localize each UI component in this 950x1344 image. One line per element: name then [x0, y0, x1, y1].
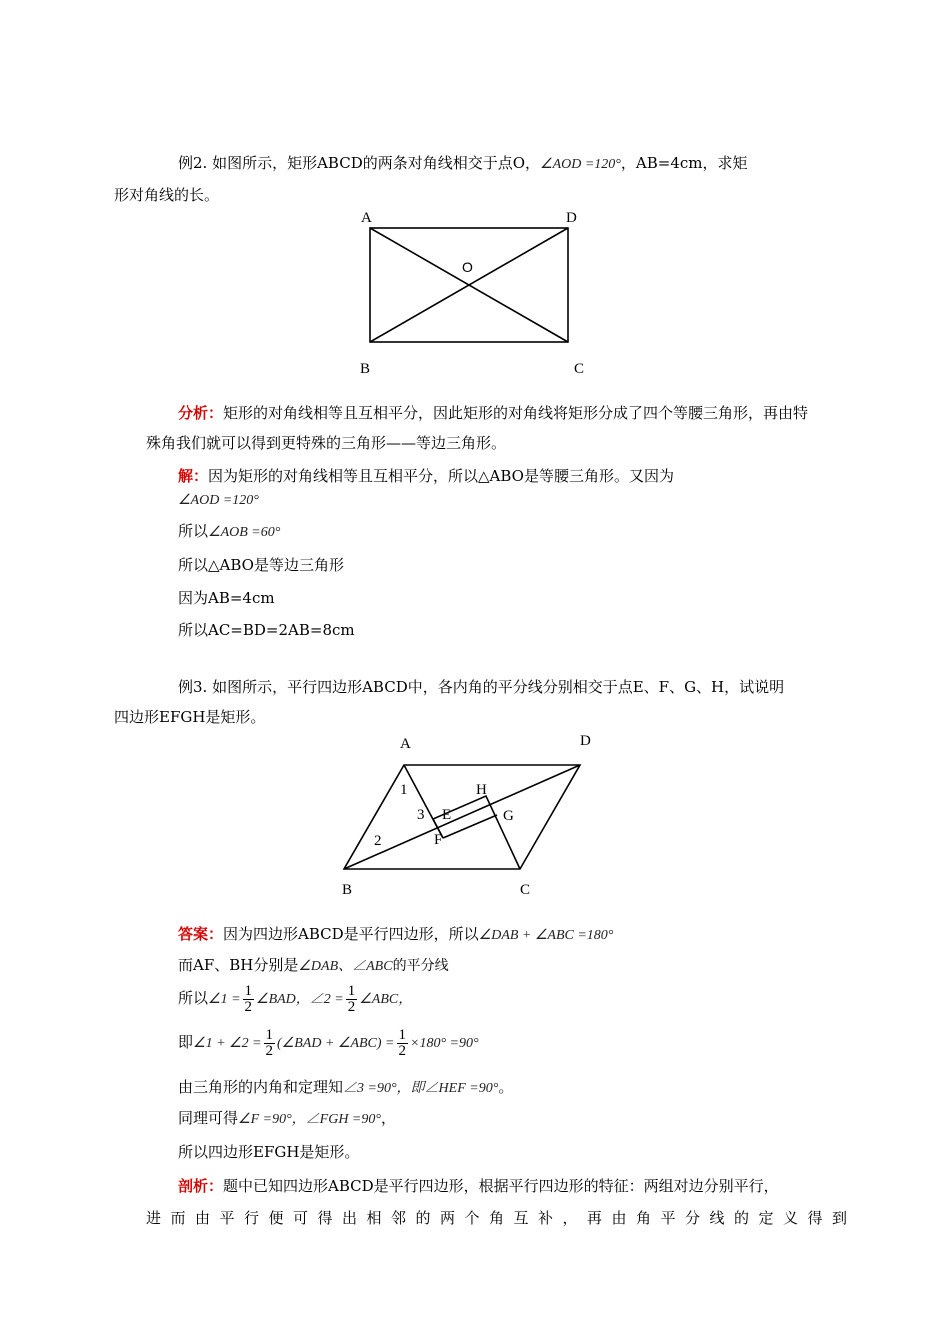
bisector-bh-line [344, 765, 580, 869]
label-b: B [342, 882, 353, 898]
label-angle-1: 1 [400, 782, 408, 798]
example2-solution-math1: ∠AOD =120° [178, 493, 259, 508]
example3-comment-line2: 进而由平行便可得出相邻的两个角互补，再由角平分线的定义得到 [146, 1209, 857, 1227]
label-g: G [503, 808, 514, 824]
label-angle-2: 2 [374, 833, 382, 849]
label-b: B [360, 361, 371, 377]
example3-bisector-line: 而AF、BH分别是∠DAB、∠ABC的平分线 [178, 956, 449, 974]
example2-step3: 所以△ABO是等边三角形 [178, 556, 344, 574]
example2-step2: 所以∠AOB =60° [178, 522, 281, 540]
label-c: C [520, 882, 531, 898]
fraction-half: $\frac{1}{2}$ [244, 982, 253, 1015]
label-a: A [400, 736, 411, 752]
label-c: C [574, 361, 585, 377]
example3-so-line: 所以∠1 = $\frac{1}{2}$ ∠BAD，∠2 = $\frac{1}{2}$ ∠ABC， [178, 982, 413, 1015]
label-h: H [476, 782, 487, 798]
label-f: F [434, 832, 443, 848]
example3-statement: 例3. 如图所示，平行四边形ABCD中，各内角的平分线分别相交于点E、F、G、H，试说明 四边形EFGH是矩形。 [114, 678, 785, 726]
example2-step5: 所以AC=BD=2AB=8cm [178, 621, 355, 639]
label-d: D [566, 210, 577, 226]
example3-conclusion: 所以四边形EFGH是矩形。 [178, 1143, 360, 1161]
example3-same-line: 同理可得∠F =90°，∠FGH =90°， [178, 1109, 396, 1127]
fraction-half: $\frac{1}{2}$ [347, 982, 356, 1015]
example2-step4: 因为AB=4cm [178, 589, 275, 607]
example3-ie-line: 即∠1 + ∠2 = $\frac{1}{2}$ (∠BAD + ∠ABC) = $\frac{1}{2}$ ×180° =90° [178, 1026, 479, 1059]
rectangle-figure [350, 205, 600, 380]
label-d: D [580, 733, 591, 749]
parallelogram-figure [330, 728, 610, 903]
fraction-half: $\frac{1}{2}$ [265, 1026, 274, 1059]
fraction-half: $\frac{1}{2}$ [398, 1026, 406, 1059]
label-angle-3: 3 [417, 807, 425, 823]
label-e: E [442, 807, 452, 823]
example2-analysis: 分析：矩形的对角线相等且互相平分，因此矩形的对角线将矩形分成了四个等腰三角形，再由特殊角我们就可以得到更特殊的三角形——等边三角形。 [146, 404, 809, 452]
angle-aod-formula: ∠AOD =120° [540, 157, 621, 172]
example3-comment-line1: 剖析：题中已知四边形ABCD是平行四边形，根据平行四边形的特征：两组对边分别平行， [178, 1177, 779, 1195]
label-o: O [462, 259, 473, 275]
example2-solution-line1: 解：因为矩形的对角线相等且互相平分，所以△ABO是等腰三角形。又因为 [178, 467, 674, 485]
example3-answer-line1: 答案：因为四边形ABCD是平行四边形，所以∠DAB + ∠ABC =180° [178, 925, 614, 943]
example3-triangle-line: 由三角形的内角和定理知∠3 =90°，即∠HEF =90°。 [178, 1078, 514, 1096]
label-a: A [361, 210, 372, 226]
example2-statement: 例2. 如图所示，矩形ABCD的两条对角线相交于点O，∠AOD =120°，AB=4cm，求矩 形对角线的长。 [114, 154, 748, 204]
